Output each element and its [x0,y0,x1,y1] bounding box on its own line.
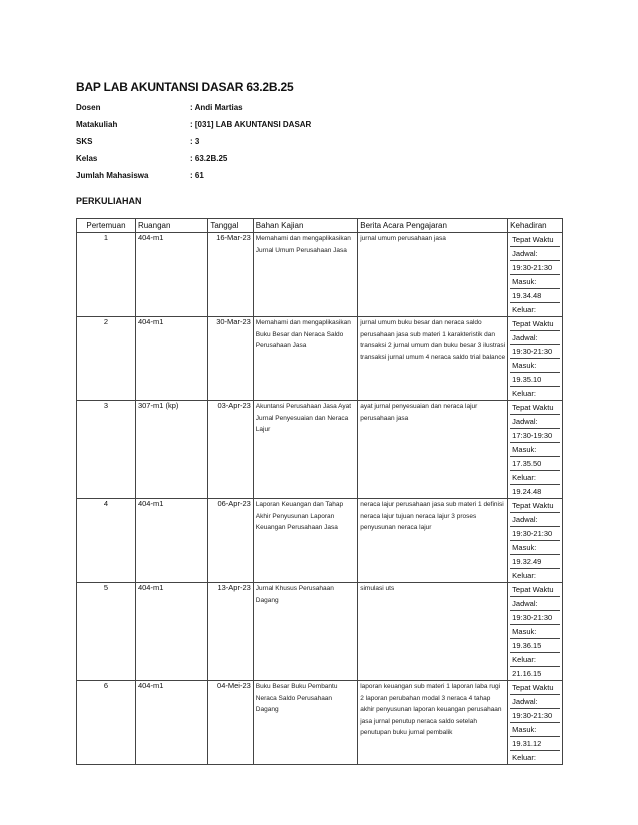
cell-berita-acara: ayat jurnal penyesuaian dan neraca lajur perusahaan jasa [358,401,508,499]
info-value: : 61 [190,171,204,180]
cell-tanggal: 06-Apr-23 [208,499,253,583]
cell-pertemuan: 3 [77,401,136,499]
cell-ruangan: 404-m1 [135,681,207,765]
cell-bahan-kajian: Jurnal Khusus Perusahaan Dagang [253,583,357,681]
cell-tanggal: 16-Mar-23 [208,233,253,317]
keluar-value: 21.16.15 [512,669,542,678]
cell-tanggal: 03-Apr-23 [208,401,253,499]
jadwal-label: Jadwal: [510,597,560,611]
masuk-label: Masuk: [510,275,560,289]
jadwal-label: Jadwal: [510,695,560,709]
cell-bahan-kajian: Laporan Keuangan dan Tahap Akhir Penyusunan Laporan Keuangan Perusahaan Jasa [253,499,357,583]
cell-bahan-kajian: Buku Besar Buku Pembantu Neraca Saldo Perusahaan Dagang [253,681,357,765]
cell-kehadiran [508,401,563,499]
cell-kehadiran [508,233,563,317]
header-bahan-kajian: Bahan Kajian [253,219,357,233]
header-pertemuan: Pertemuan [77,219,136,233]
keluar-label: Keluar: [510,653,560,667]
cell-bahan-kajian: Akuntansi Perusahaan Jasa Ayat Jurnal Penyesuaian dan Neraca Lajur [253,401,357,499]
cell-kehadiran [508,499,563,583]
table-row [77,583,563,681]
document-title: BAP LAB AKUNTANSI DASAR 63.2B.25 [76,80,294,94]
info-row-kelas [76,154,311,171]
attendance-status: Tepat Waktu [510,681,560,695]
jadwal-label: Jadwal: [510,247,560,261]
cell-bahan-kajian: Memahami dan mengaplikasikan Jurnal Umum Perusahaan Jasa [253,233,357,317]
cell-pertemuan: 2 [77,317,136,401]
cell-pertemuan: 1 [77,233,136,317]
info-label: Matakuliah [76,120,118,129]
keluar-label: Keluar: [512,571,536,580]
attendance-status: Tepat Waktu [510,317,560,331]
masuk-value: 19.34.48 [510,289,560,303]
cell-kehadiran [508,317,563,401]
info-row-matakuliah [76,120,311,137]
masuk-label: Masuk: [510,359,560,373]
keluar-label: Keluar: [512,753,536,762]
masuk-value: 19.32.49 [510,555,560,569]
course-info [76,103,311,188]
info-row-sks [76,137,311,154]
jadwal-value: 19:30-21:30 [510,261,560,275]
info-label: Dosen [76,103,101,112]
info-row-jumlah-mahasiswa [76,171,311,188]
masuk-value: 19.36.15 [510,639,560,653]
info-value: : 3 [190,137,200,146]
info-label: Kelas [76,154,98,163]
cell-tanggal: 04-Mei-23 [208,681,253,765]
masuk-value: 19.35.10 [510,373,560,387]
jadwal-label: Jadwal: [510,415,560,429]
jadwal-value: 17:30-19:30 [510,429,560,443]
cell-ruangan: 404-m1 [135,499,207,583]
cell-pertemuan: 6 [77,681,136,765]
lecture-table [76,218,563,765]
attendance-status: Tepat Waktu [510,401,560,415]
table-row [77,317,563,401]
info-value: : [031] LAB AKUNTANSI DASAR [190,120,312,129]
attendance-status: Tepat Waktu [510,583,560,597]
masuk-label: Masuk: [510,723,560,737]
keluar-label: Keluar: [512,389,536,398]
jadwal-label: Jadwal: [510,513,560,527]
jadwal-value: 19:30-21:30 [510,345,560,359]
cell-pertemuan: 4 [77,499,136,583]
masuk-label: Masuk: [510,443,560,457]
table-row [77,681,563,765]
jadwal-value: 19:30-21:30 [510,527,560,541]
attendance-status: Tepat Waktu [510,233,560,247]
cell-ruangan: 404-m1 [135,233,207,317]
cell-kehadiran [508,681,563,765]
table-row [77,401,563,499]
table-header-row [77,219,563,233]
cell-bahan-kajian: Memahami dan mengaplikasikan Buku Besar dan Neraca Saldo Perusahaan Jasa [253,317,357,401]
info-row-dosen [76,103,311,120]
table-row [77,233,563,317]
keluar-value: 19.24.48 [512,487,542,496]
masuk-value: 19.31.12 [510,737,560,751]
table-row [77,499,563,583]
cell-ruangan: 404-m1 [135,317,207,401]
cell-berita-acara: jurnal umum buku besar dan neraca saldo perusahaan jasa sub materi 1 karakteristik dan transaksi 2 jurnal umum dan buku besar 3 ilustrasi transaksi jurnal umum 4 neraca saldo trial balance [358,317,508,401]
jadwal-label: Jadwal: [510,331,560,345]
masuk-value: 17.35.50 [510,457,560,471]
cell-berita-acara: laporan keuangan sub materi 1 laporan laba rugi 2 laporan perubahan modal 3 neraca 4 tahap akhir penyusunan laporan keuangan perusahaan jasa jurnal penutup neraca saldo setelah penutupan buku jurnal pembalik [358,681,508,765]
cell-berita-acara: jurnal umum perusahaan jasa [358,233,508,317]
header-tanggal: Tanggal [208,219,253,233]
cell-ruangan: 307-m1 (kp) [135,401,207,499]
header-ruangan: Ruangan [135,219,207,233]
keluar-label: Keluar: [512,305,536,314]
masuk-label: Masuk: [510,625,560,639]
info-value: : 63.2B.25 [190,154,228,163]
cell-tanggal: 30-Mar-23 [208,317,253,401]
cell-ruangan: 404-m1 [135,583,207,681]
keluar-label: Keluar: [510,471,560,485]
jadwal-value: 19:30-21:30 [510,611,560,625]
section-title: PERKULIAHAN [76,196,142,206]
cell-pertemuan: 5 [77,583,136,681]
header-berita-acara: Berita Acara Pengajaran [358,219,508,233]
masuk-label: Masuk: [510,541,560,555]
info-value: : Andi Martias [190,103,243,112]
cell-berita-acara: neraca lajur perusahaan jasa sub materi 1 definisi neraca lajur tujuan neraca lajur 3 proses penyusunan neraca lajur [358,499,508,583]
info-label: SKS [76,137,93,146]
info-label: Jumlah Mahasiswa [76,171,149,180]
attendance-status: Tepat Waktu [510,499,560,513]
jadwal-value: 19:30-21:30 [510,709,560,723]
cell-kehadiran [508,583,563,681]
cell-berita-acara: simulasi uts [358,583,508,681]
header-kehadiran: Kehadiran [508,219,563,233]
cell-tanggal: 13-Apr-23 [208,583,253,681]
